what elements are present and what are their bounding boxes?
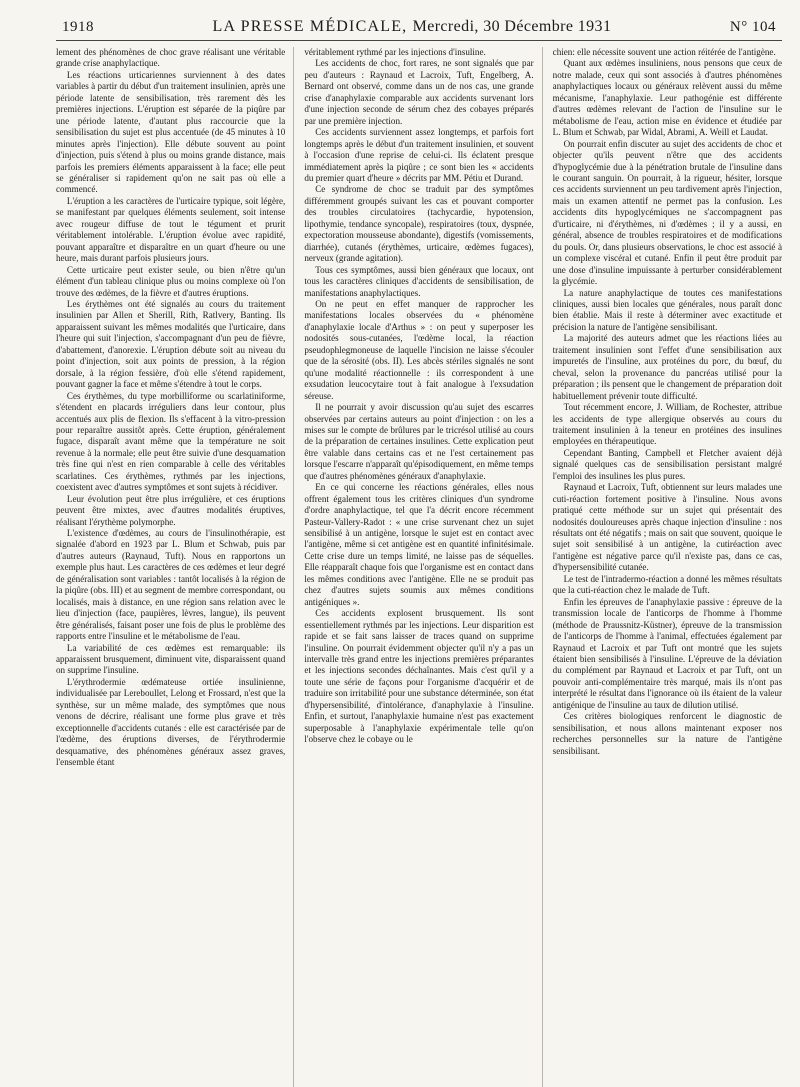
paragraph: On pourrait enfin discuter au sujet des accidents de choc et objecter qu'ils peuvent n'être que des accidents d'hypoglycémie due à la pénétration brutale de l'insuline dans le courant sanguin. On pourrait, à la rigueur, hésiter, lorsque ces accidents surviennent un peu tardivement après l'injection, mais un examen attentif ne permet pas la confusion. Les accidents dits hypoglycémiques ne s'accompagnent pas d'urticaire, ni d'érythèmes, ni d'œdèmes ; il y a aussi, en général, absence de troubles respiratoires et de modifications du pouls. Or, dans plusieurs observations, le choc est associé à un complexe viscéral et cutané. Enfin il peut être produit par une dose d'insuline impuissante à perturber considérablement la glycémie.: [552, 138, 782, 287]
paragraph: Cependant Banting, Campbell et Fletcher avaient déjà signalé quelques cas de sensibilisation persistant malgré l'emploi des insulines les plus pures.: [552, 447, 782, 481]
paragraph: En ce qui concerne les réactions générales, elles nous offrent également tous les critères cliniques d'un syndrome d'ordre anaphylactique, tel que l'a décrit encore récemment Pasteur-Vallery-Radot : « une crise survenant chez un sujet sensibilisé à un antigène, lorsque le sujet est en contact avec l'antigène, même si cet antigène est en quantité infinitésimale. Cette crise dure un temps limité, ne laisse pas de séquelles. Elle réapparaît chaque fois que l'organisme est en contact dans les mêmes conditions avec l'antigène. Elle ne se produit pas chez d'autres sujets soumis aux mêmes conditions antigéniques ».: [304, 482, 534, 607]
paragraph: Tout récemment encore, J. William, de Rochester, attribue les accidents de type allergique observés au cours du traitement insulinien à la teneur en protéines des insulines employées en thérapeutique.: [552, 402, 782, 447]
paragraph: chien: elle nécessite souvent une action réitérée de l'antigène.: [552, 47, 776, 57]
paragraph: Ces accidents explosent brusquement. Ils sont essentiellement rythmés par les injections. Leur disparition est rapide et se fait sans laisser de traces quand on supprime l'insuline. On pourrait évidemment objecter qu'il n'y a pas un intervalle très grand entre les injections premières préparantes et les injections secondes déchaînantes. Mais c'est qu'il y a toute une série de façons pour l'organisme d'acquérir et de traduire son irritabilité pour une substance déterminée, son état d'hypersensibilité, d'intolérance, d'anaphylaxie à l'insuline. Enfin, et surtout, l'anaphylaxie humaine n'est pas exactement superposable à l'anaphylaxie expérimentale telle qu'on l'observe chez le cobaye ou le: [304, 608, 534, 745]
paragraph: La majorité des auteurs admet que les réactions liées au traitement insulinien sont l'effet d'une sensibilisation aux impuretés de l'insuline, aux protéines du porc, du bœuf, du cheval, selon la provenance du pancréas utilisé pour la préparation ; ils pensent que le changement de préparation doit habituellement prévenir toute difficulté.: [552, 333, 782, 401]
issue-date: Mercredi, 30 Décembre 1931: [412, 18, 612, 35]
paragraph: Cette urticaire peut exister seule, ou bien n'être qu'un élément d'un tableau clinique plus ou moins complexe où l'on trouve des œdèmes, de la fièvre et d'autres éruptions.: [56, 264, 286, 298]
page-year: 1918: [62, 19, 94, 35]
paragraph: Ce syndrome de choc se traduit par des symptômes différemment groupés suivant les cas et pouvant comporter des troubles circulatoires (tachycardie, hypotension, lipothymie, tendance syncopale), respiratoires (toux, dyspnée, expectoration mousseuse abondante), digestifs (vomissements, diarrhée), cutanés (érythèmes, urticaire, œdèmes fugaces), nerveux (grande agitation).: [304, 184, 534, 264]
paragraph: Les érythèmes ont été signalés au cours du traitement insulinien par Allen et Sherill, Rith, Ratlvery, Banting. Ils apparaissent suivant les mêmes modalités que l'urticaire, dans l'heure qui suit l'injection, s'accompagnant d'un peu de fièvre, d'abattement, d'anorexie. L'éruption débute soit au niveau du point d'injection, soit aux points de pression, à la région dorsale, à la région fessière, d'où elle s'étend rapidement, pouvant gagner la face et même s'étendre à tout le corps.: [56, 298, 286, 390]
paragraph: Tous ces symptômes, aussi bien généraux que locaux, ont tous les caractères cliniques d'accidents de sensibilisation, de manifestations anaphylactiques.: [304, 264, 534, 298]
paragraph: Enfin les épreuves de l'anaphylaxie passive : épreuve de la transmission locale de l'anticorps de l'homme à l'homme (méthode de Praussnitz-Küstner), épreuve de la transmission de l'anticorps de l'homme à l'animal, effectuées également par Raynaud et Lacroix et par Tuft ont montré que les sujets étaient bien sensibilisés à l'insuline. L'épreuve de la déviation du complément par Raynaud et Lacroix et par Tuft, ont un pouvoir anti-complémentaire très marqué, mais ils n'ont pas interprété le résultat dans l'ignorance où ils étaient de la valeur antigénique de l'insuline au taux de dilution utilisé.: [552, 596, 782, 710]
paragraph: On ne peut en effet manquer de rapprocher les manifestations locales observées du « phénomène d'anaphylaxie locale d'Arthus » : on peut y superposer les nodosités sous-cutanées, l'œdème local, la réaction pseudophlegmoneuse de laquelle l'incision ne laisse s'écouler que de la sérosité (obs. II). Les abcès stériles signalés ne sont qu'une modalité réactionnelle : ils correspondent à une exsudation leucocytaire tout à fait analogue à l'exsudation séreuse.: [304, 298, 534, 401]
text-column-1: [56, 47, 294, 1087]
paragraph: Raynaud et Lacroix, Tuft, obtiennent sur leurs malades une cuti-réaction fortement positive à l'insuline. Nous avons pratiqué cette méthode sur un sujet qui présentait des nodosités douloureuses après chaque injection d'insuline : nos résultats ont été négatifs ; mais on sait que souvent, quoique le sujet soit sensibilisé à un antigène, la cutiréaction avec l'antigène est négative parce qu'il n'existe pas, dans ce cas, d'hypersensibilité cutanée.: [552, 482, 782, 573]
paragraph: Les réactions urticariennes surviennent à des dates variables à partir du début d'un traitement insulinien, après une période latente de sensibilisation, très rarement dès les premières injections. L'éruption est séparée de la piqûre par une période latente, d'autant plus raccourcie que la sensibilisation du sujet est plus accentuée (de 45 minutes à 10 minutes après l'injection). Elle débute souvent au point d'injection, puis s'étend à plus ou moins grande distance, mais parfois les premiers éléments apparaissent à la face; elle peut se généraliser si rapidement qu'on ne sait pas où elle a commencé.: [56, 69, 286, 195]
journal-title: LA PRESSE MÉDICALE,: [212, 18, 408, 35]
paragraph: Les accidents de choc, fort rares, ne sont signalés que par peu d'auteurs : Raynaud et Lacroix, Tuft, Engelberg, A. Bernard ont observé, comme dans un de nos cas, une grande crise d'anaphylaxie comparable aux accidents survenant lors d'une injection seconde de sérum chez des cobayes préparés par une première injection.: [304, 58, 534, 126]
paragraph: Quant aux œdèmes insuliniens, nous pensons que ceux de notre malade, ceux qui sont associés à d'autres phénomènes anaphylactiques locaux ou généraux relèvent aussi du même mécanisme, l'anaphylaxie. Leur pathogénie est différente d'autres œdèmes relevant de l'action de l'insuline sur le métabolisme de l'eau, action mise en évidence et étudiée par L. Blum et Schwab, par Widal, Abrami, A. Weill et Laudat.: [552, 58, 782, 138]
paragraph: lement des phénomènes de choc grave réalisant une véritable grande crise anaphylactique.: [56, 47, 286, 69]
paragraph: La variabilité de ces œdèmes est remarquable: ils apparaissent brusquement, diminuent vite, disparaissent quand on supprime l'insuline.: [56, 642, 286, 676]
issue-number: N° 104: [729, 19, 776, 35]
paragraph: L'érythrodermie œdémateuse ortiée insulinienne, individualisée par Lereboullet, Lelong et Frossard, n'est que la synthèse, sur un même malade, des symptômes que nous venons de décrire, réalisant une forme plus grave et très exceptionnelle d'accidents cutanés : elle est caractérisée par de l'œdème, des éruptions diverses, de l'érythrodermie desquamative, des phénomènes généraux assez graves, l'ensemble étant: [56, 676, 286, 768]
paragraph: Leur évolution peut être plus irrégulière, et ces éruptions peuvent être mixtes, avec d'autres modalités éruptives, réalisant l'érythème polymorphe.: [56, 493, 286, 527]
journal-title-line: [213, 18, 612, 36]
paragraph: L'éruption a les caractères de l'urticaire typique, soit légère, se manifestant par quelques éléments seulement, soit intense avec rougeur diffuse de tout le tégument et prurit véritablement intolérable. L'éruption évolue avec rapidité, pouvant apparaître et disparaître en un quart d'heure ou une heure, mais durant parfois plusieurs jours.: [56, 195, 286, 264]
paragraph: Ces accidents surviennent assez longtemps, et parfois fort longtemps après le début d'un traitement insulinien, et souvent à l'occasion d'une reprise de celui-ci. Ils éclatent presque immédiatement après la piqûre ; ce sont bien les « accidents du premier quart d'heure » décrits par MM. Pétiu et Durand.: [304, 127, 534, 183]
paragraph: Ces érythèmes, du type morbilliforme ou scarlatiniforme, s'étendent en placards irréguliers dans leur contour, plus accentués aux plis de flexion. Ils s'effacent à la vitro-pression pour reparaître aussitôt après. Cette éruption, généralement fugace, disparaît avant même que la température ne soit revenue à la normale; elle peut être suivie d'une desquamation très fine qui n'est en rien comparable à celle des véritables scarlatines. Ces érythèmes, rythmés par les injections, coexistent avec d'autres symptômes et sont sujets à récidiver.: [56, 390, 286, 493]
paragraph: La nature anaphylactique de toutes ces manifestations cliniques, aussi bien locales que générales, nous paraît donc bien établie. Mais il reste à déterminer avec exactitude et précision la nature de l'antigène sensibilisant.: [552, 287, 782, 332]
paragraph: Ces critères biologiques renforcent le diagnostic de sensibilisation, et nous allons maintenant exposer nos recherches personnelles sur la nature de l'antigène sensibilisant.: [552, 711, 782, 756]
paragraph: L'existence d'œdèmes, au cours de l'insulinothérapie, est signalée d'abord en 1923 par L. Blum et Schwab, puis par d'autres auteurs (Raynaud, Tuft). Nous en rapportons un exemple plus haut. Les caractères de ces œdèmes et leur degré de généralisation sont variables : tantôt localisés à la région de la piqûre (obs. III) et au segment de membre correspondant, ou localisés, mais à distance, en une région sans relation avec le lieu d'injection (face, paupières, lèvres, langue), ils peuvent être généralisés, faisant poser une fois de plus le problème des rapports entre l'insuline et le métabolisme de l'eau.: [56, 528, 286, 642]
paragraph: véritablement rythmé par les injections d'insuline.: [304, 47, 486, 57]
paragraph: Le test de l'intradermo-réaction a donné les mêmes résultats que la cuti-réaction chez le malade de Tuft.: [552, 573, 782, 596]
running-header: [56, 18, 782, 41]
article-columns: [56, 47, 782, 1087]
text-column-3: [553, 47, 782, 1087]
paragraph: Il ne pourrait y avoir discussion qu'au sujet des escarres observées par certains auteurs au point d'injection : on les a mises sur le compte de brûlures par le tricrésol utilisé au cours de la préparation de certaines insulines. Cette explication peut être valable dans certains cas et ne l'est certainement pas lorsque l'escarre n'apparaît qu'épisodiquement, en même temps que d'autres phénomènes généraux d'anaphylaxie.: [304, 402, 534, 481]
text-column-2: [304, 47, 542, 1087]
